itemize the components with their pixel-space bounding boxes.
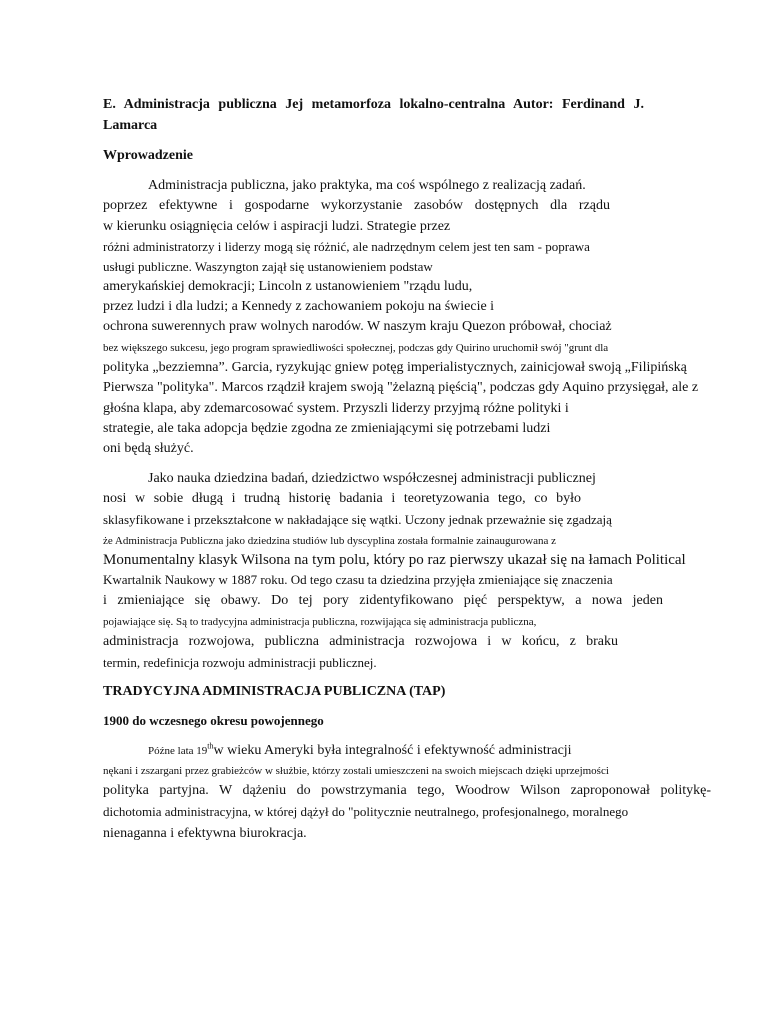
paragraph-line: strategie, ale taka adopcja będzie zgodna ze zmieniającymi się potrzebami ludzi	[103, 421, 551, 436]
paragraph-line: i zmieniające się obawy. Do tej pory zidentyfikowano pięć perspektyw, a nowa jeden	[103, 593, 663, 608]
document-title: E. Administracja publiczna Jej metamorfoza lokalno-centralna Autor: Ferdinand J.	[103, 97, 644, 112]
superscript: th	[207, 741, 214, 751]
paragraph-line: Monumentalny klasyk Wilsona na tym polu, który po raz pierwszy ukazał się na łamach Political	[103, 552, 686, 568]
document-title-continued: Lamarca	[103, 118, 158, 133]
paragraph-line	[148, 743, 572, 759]
paragraph-line: polityka partyjna. W dążeniu do powstrzymania tego, Woodrow Wilson zaproponował politykę-	[103, 783, 711, 798]
paragraph-line: Administracja publiczna, jako praktyka, ma coś wspólnego z realizacją zadań.	[148, 178, 586, 193]
paragraph-line: różni administratorzy i liderzy mogą się różnić, ale nadrzędnym celem jest ten sam - poprawa	[103, 239, 590, 254]
paragraph-line: polityka „bezziemna”. Garcia, ryzykując gniew potęg imperialistycznych, zainicjował swoją „Filipińską	[103, 360, 687, 375]
paragraph-line: administracja rozwojowa, publiczna administracja rozwojowa i w końcu, z braku	[103, 634, 618, 649]
paragraph-line: termin, redefinicja rozwoju administracji publicznej.	[103, 655, 377, 670]
paragraph-line: pojawiające się. Są to tradycyjna administracja publiczna, rozwijająca się administracja publiczna,	[103, 616, 537, 628]
intro-heading: Wprowadzenie	[103, 148, 193, 163]
paragraph-line: Kwartalnik Naukowy w 1887 roku. Od tego czasu ta dziedzina przyjęła zmieniające się znaczenia	[103, 572, 613, 587]
paragraph-text: Późne lata 19	[148, 745, 208, 757]
paragraph-line: w kierunku osiągnięcia celów i aspiracji ludzi. Strategie przez	[103, 219, 451, 234]
paragraph-line: sklasyfikowane i przekształcone w nakładające się wątki. Uczony jednak przeważnie się zgadzają	[103, 512, 612, 527]
paragraph-line: poprzez efektywne i gospodarne wykorzystanie zasobów dostępnych dla rządu	[103, 198, 610, 213]
section-heading: TRADYCYJNA ADMINISTRACJA PUBLICZNA (TAP)	[103, 684, 446, 699]
subsection-heading: 1900 do wczesnego okresu powojennego	[103, 713, 324, 728]
paragraph-text: w wieku Ameryki była integralność i efektywność administracji	[213, 743, 572, 758]
paragraph-line: nękani i zszargani przez grabieżców w służbie, którzy zostali umieszczeni na swoich miejscach dzięki uprzejmości	[103, 765, 609, 777]
paragraph-line: nosi w sobie długą i trudną historię badania i teoretyzowania tego, co było	[103, 491, 581, 506]
paragraph-line: Jako nauka dziedzina badań, dziedzictwo współczesnej administracji publicznej	[148, 471, 596, 486]
paragraph-line: bez większego sukcesu, jego program sprawiedliwości społecznej, podczas gdy Quirino uruchomił swój "grunt dla	[103, 342, 609, 354]
paragraph-line: dichotomia administracyjna, w której dążył do "politycznie neutralnego, profesjonalnego, moralnego	[103, 804, 629, 819]
paragraph-line: oni będą służyć.	[103, 441, 194, 456]
paragraph-line: Pierwsza "polityka". Marcos rządził krajem swoją "żelazną pięścią", podczas gdy Aquino przysięgał, ale z	[103, 380, 699, 395]
paragraph-line: ochrona suwerennych praw wolnych narodów. W naszym kraju Quezon próbował, chociaż	[103, 319, 612, 334]
paragraph-line: przez ludzi i dla ludzi; a Kennedy z zachowaniem pokoju na świecie i	[103, 299, 495, 314]
paragraph-line: nienaganna i efektywna biurokracja.	[103, 826, 307, 841]
paragraph-line: że Administracja Publiczna jako dziedzina studiów lub dyscyplina została formalnie zainaugurowana z	[103, 535, 556, 547]
paragraph-line: amerykańskiej demokracji; Lincoln z ustanowieniem "rządu ludu,	[103, 279, 473, 294]
paragraph-line: usługi publiczne. Waszyngton zajął się ustanowieniem podstaw	[103, 259, 433, 274]
paragraph-line: głośna klapa, aby zdemarcosować system. Przyszli liderzy przyjmą różne polityki i	[103, 401, 569, 416]
